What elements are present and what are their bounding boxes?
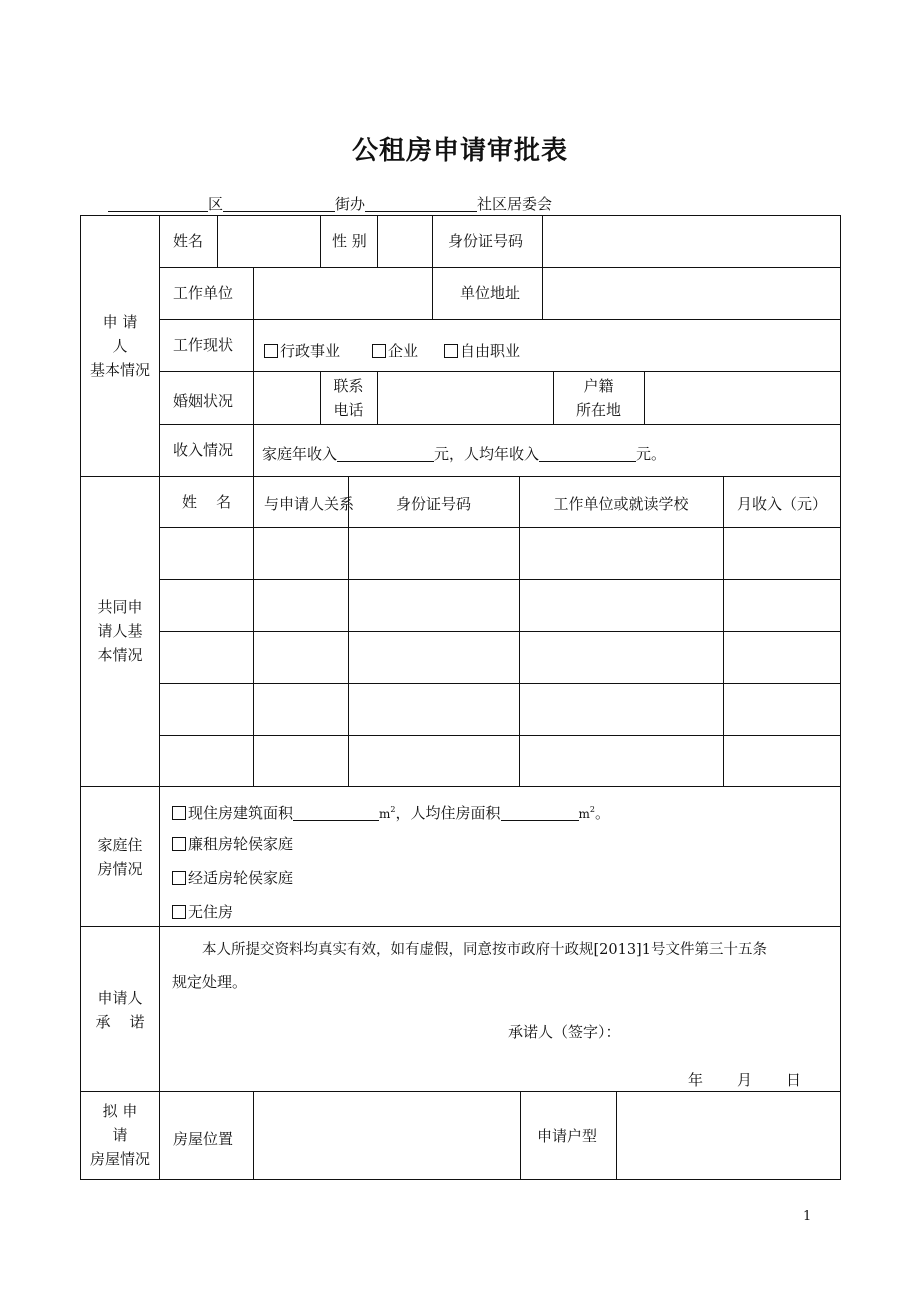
co-header-income: 月收入（元）: [736, 495, 827, 513]
checkbox[interactable]: [172, 905, 186, 919]
divider: [253, 1091, 254, 1180]
work-status-label: 工作现状: [173, 336, 234, 354]
name-label: 姓名: [173, 232, 204, 250]
district-label: 区: [208, 195, 224, 213]
pledge-section-label: 申请人 承 诺: [95, 989, 145, 1031]
divider: [159, 683, 841, 684]
divider: [159, 527, 841, 528]
divider: [253, 267, 254, 319]
co-header-id: 身份证号码: [395, 495, 471, 513]
divider: [542, 215, 543, 319]
unit-address-label: 单位地址: [460, 284, 521, 302]
community-label: 社区居委会: [477, 195, 553, 213]
housing-area-line: 现住房建筑面积 $m^2$，人均住房面积 $m^2$。: [172, 798, 610, 826]
checkbox[interactable]: [264, 344, 278, 358]
divider: [159, 631, 841, 632]
housing-option-lowrent[interactable]: 廉租房轮侯家庭: [172, 832, 293, 856]
co-header-relation: 与申请人关系: [264, 495, 355, 513]
divider: [80, 1091, 841, 1092]
divider: [320, 215, 321, 267]
date-day: 日: [786, 1071, 802, 1089]
family-income-blank[interactable]: [337, 445, 434, 462]
housing-option-affordable[interactable]: 经适房轮侯家庭: [172, 866, 293, 890]
community-blank[interactable]: [365, 195, 477, 212]
page-number: 1: [803, 1209, 812, 1224]
income-label: 收入情况: [173, 441, 234, 459]
location-line: [108, 193, 552, 214]
per-capita-area-blank[interactable]: [501, 804, 579, 821]
divider: [644, 371, 645, 424]
housing-section-label: 家庭住 房情况: [97, 836, 143, 878]
marital-status-label: 婚姻状况: [173, 392, 234, 410]
divider: [377, 371, 378, 424]
per-capita-income-blank[interactable]: [539, 445, 636, 462]
divider: [520, 1091, 521, 1180]
work-unit-label: 工作单位: [173, 284, 234, 302]
divider: [253, 476, 254, 786]
divider: [159, 424, 841, 425]
divider: [253, 319, 254, 476]
status-option-enterprise[interactable]: 企业: [372, 339, 418, 363]
divider: [159, 319, 841, 320]
divider: [80, 926, 841, 927]
district-blank[interactable]: [108, 195, 208, 212]
divider: [377, 215, 378, 267]
checkbox[interactable]: [172, 806, 186, 820]
id-number-label: 身份证号码: [448, 232, 524, 250]
subdistrict-label: 街办: [335, 195, 366, 213]
building-area-blank[interactable]: [293, 804, 379, 821]
form-title: 公租房申请审批表: [351, 136, 568, 166]
divider: [519, 476, 520, 786]
divider: [159, 215, 160, 1180]
checkbox[interactable]: [372, 344, 386, 358]
divider: [616, 1091, 617, 1180]
divider: [217, 215, 218, 267]
divider: [432, 215, 433, 267]
co-applicant-section-label: 共同申 请人基 本情况: [97, 598, 143, 664]
status-option-freelance[interactable]: 自由职业: [444, 339, 520, 363]
divider: [159, 735, 841, 736]
divider: [80, 476, 841, 477]
divider: [723, 476, 724, 786]
date-year: 年: [688, 1071, 704, 1089]
divider: [348, 476, 349, 786]
checkbox[interactable]: [172, 871, 186, 885]
income-line: 家庭年收入 元，人均年收入 元。: [262, 445, 667, 463]
divider: [159, 579, 841, 580]
date-month: 月: [737, 1071, 753, 1089]
phone-label: 联系 电话: [333, 377, 364, 419]
applicant-section-label: 申 请 人 基本情况: [89, 313, 150, 379]
signature-label: 承诺人（签字）：: [508, 1023, 621, 1041]
subdistrict-blank[interactable]: [223, 195, 335, 212]
status-option-admin[interactable]: 行政事业: [264, 339, 340, 363]
gender-label: 性 别: [332, 232, 367, 250]
co-header-work: 工作单位或就读学校: [553, 495, 689, 513]
divider: [432, 267, 433, 319]
divider: [159, 371, 841, 372]
unit-type-label: 申请户型: [537, 1127, 598, 1145]
divider: [159, 267, 841, 268]
proposed-section-label: 拟 申 请 房屋情况: [89, 1102, 150, 1168]
pledge-text-cont: 规定处理。: [172, 973, 248, 991]
house-location-label: 房屋位置: [173, 1130, 234, 1148]
checkbox[interactable]: [172, 837, 186, 851]
co-header-name: 姓 名: [182, 493, 232, 511]
housing-option-none[interactable]: 无住房: [172, 900, 233, 924]
hukou-label: 户籍 所在地: [575, 377, 621, 419]
checkbox[interactable]: [444, 344, 458, 358]
divider: [80, 786, 841, 787]
pledge-text: 本人所提交资料均真实有效，如有虚假，同意按市政府十政规[2013]1号文件第三十五条: [202, 942, 767, 958]
